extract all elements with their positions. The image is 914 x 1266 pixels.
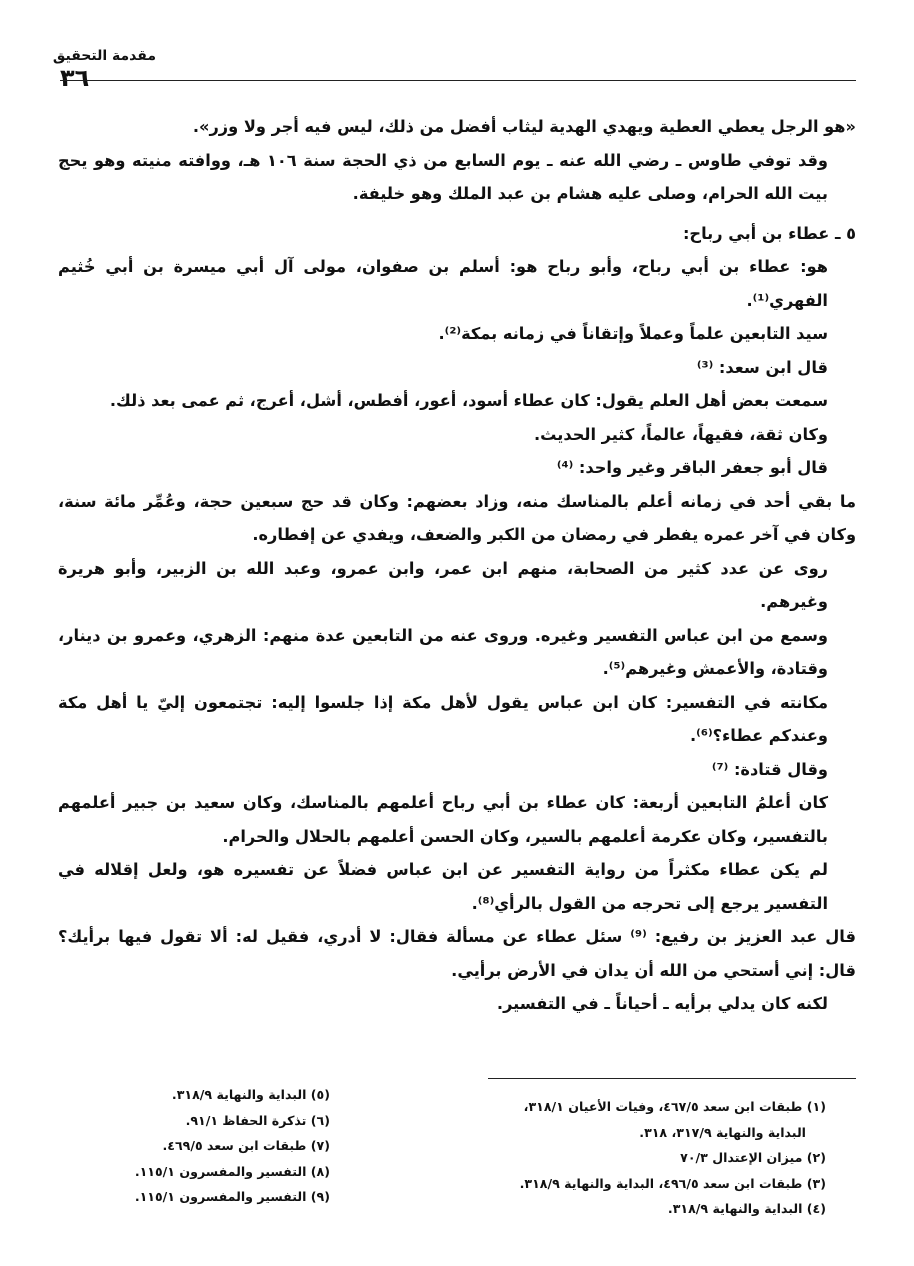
paragraph-description: سمعت بعض أهل العلم يقول: كان عطاء أسود، أعور، أفطس، أشل، أعرج، ثم عمى بعد ذلك. — [109, 391, 828, 410]
footnote-9: (٩) التفسير والمفسرون ١١٥/١. — [134, 1189, 330, 1204]
footnote-divider — [488, 1078, 856, 1079]
header-divider — [60, 80, 856, 81]
paragraph-ibn-saad: قال ابن سعد: ⁽³⁾ — [696, 357, 828, 377]
paragraph-opinion: لكنه كان يدلي برأيه ـ أحياناً ـ في التفسير. — [496, 994, 828, 1013]
paragraph-tafsir-status: مكانته في التفسير: كان ابن عباس يقول لأهل مكة إذا جلسوا إليه: تجتمعون إليّ يا أهل مكة وعندكم عطاء؟⁽⁶⁾. — [58, 692, 828, 745]
footnote-5: (٥) البداية والنهاية ٣١٨/٩. — [171, 1087, 330, 1102]
paragraph-qatada: وقال قتادة: ⁽⁷⁾ — [711, 759, 828, 779]
footnote-1-continued: البداية والنهاية ٣١٧/٩، ٣١٨. — [639, 1124, 806, 1140]
paragraph-narrated-by: وسمع من ابن عباس التفسير وغيره. وروى عنه من التابعين عدة منهم: الزهري، وعمرو بن دينار، وقتادة، والأعمش وغيرهم⁽⁵⁾. — [58, 625, 828, 678]
paragraph-tafsir-reticence: لم يكن عطاء مكثراً من رواية التفسير عن ابن عباس فضلاً عن تفسيره هو، ولعل إقلاله في التفسير يرجع إلى تحرجه من القول بالرأي⁽⁸⁾. — [58, 860, 828, 913]
section-heading: ٥ ـ عطاء بن أبي رباح: — [682, 223, 856, 243]
paragraph-abdulaziz: قال عبد العزيز بن رفيع: ⁽⁹⁾ سئل عطاء عن مسألة فقال: لا أدري، فقيل له: ألا تقول فيها برأيك؟ قال: إني أستحي من الله أن يدان في الأرض برأيي. — [58, 927, 856, 980]
page-number: ٣٦ — [60, 64, 90, 92]
paragraph-death: وقد توفي طاوس ـ رضي الله عنه ـ يوم السابع من ذي الحجة سنة ١٠٦ هـ، ووافته منيته وهو يحج بيت الله الحرام، وصلى عليه هشام بن عبد الملك وهو خليفة. — [58, 150, 828, 203]
paragraph-quote: «هو الرجل يعطي العطية ويهدي الهدية ليثاب أفضل من ذلك، ليس فيه أجر ولا وزر». — [192, 117, 856, 136]
footnote-2: (٢) ميزان الإعتدال ٧٠/٣ — [680, 1150, 826, 1165]
footnotes-column-left — [30, 1082, 330, 1210]
paragraph-trust: وكان ثقة، فقيهاً، عالماً، كثير الحديث. — [533, 424, 828, 444]
paragraph-status: سيد التابعين علماً وعملاً وإتقاناً في زمانه بمكة⁽²⁾. — [438, 324, 828, 343]
paragraph-baqir: قال أبو جعفر الباقر وغير واحد: ⁽⁴⁾ — [556, 458, 828, 477]
paragraph-four-tabieen: كان أعلمُ التابعين أربعة: كان عطاء بن أبي رباح أعلمهم بالمناسك، وكان سعيد بن جبير أعلمهم بالتفسير، وكان عكرمة أعلمهم بالسير، وكان الحسن أعلمهم بالحلال والحرام. — [58, 793, 828, 846]
main-text — [58, 110, 856, 1021]
paragraph-identity: هو: عطاء بن أبي رباح، وأبو رباح هو: أسلم بن صفوان، مولى آل أبي ميسرة بن أبي خُثيم الفهري⁽¹⁾. — [58, 257, 828, 310]
paragraph-hajj: ما بقي أحد في زمانه أعلم بالمناسك منه، وزاد بعضهم: وكان قد حج سبعين حجة، وعُمِّر مائة سنة، وكان في آخر عمره يفطر في رمضان من الكبر والضعف، ويفدي عن إفطاره. — [58, 491, 856, 544]
footnote-1: (١) طبقات ابن سعد ٤٦٧/٥، وفيات الأعيان ٣١٨/١، — [523, 1099, 826, 1114]
running-header-title: مقدمة التحقيق — [52, 48, 156, 64]
footnotes-column-right — [406, 1094, 826, 1222]
footnote-4: (٤) البداية والنهاية ٣١٨/٩. — [667, 1201, 826, 1216]
footnote-8: (٨) التفسير والمفسرون ١١٥/١. — [134, 1163, 330, 1179]
footnote-3: (٣) طبقات ابن سعد ٤٩٦/٥، البداية والنهاية ٣١٨/٩. — [519, 1175, 826, 1191]
paragraph-narrated-from: روى عن عدد كثير من الصحابة، منهم ابن عمر، وابن عمرو، وعبد الله بن الزبير، وأبو هريرة وغيرهم. — [58, 558, 828, 611]
footnote-7: (٧) طبقات ابن سعد ٤٦٩/٥. — [162, 1138, 330, 1153]
footnote-6: (٦) تذكرة الحفاظ ٩١/١. — [185, 1112, 330, 1128]
